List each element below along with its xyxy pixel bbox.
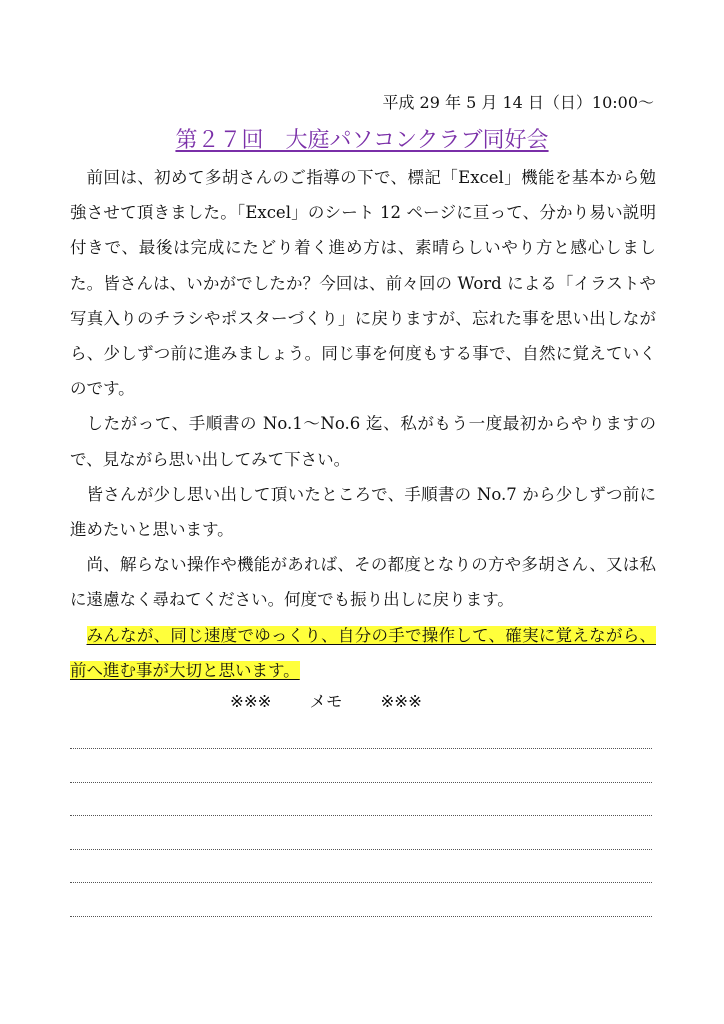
memo-right-mark: ※※※ — [380, 692, 422, 711]
memo-left-mark: ※※※ — [230, 692, 272, 711]
memo-line — [70, 849, 652, 850]
date-line: 平成 29 年 5 月 14 日（日）10:00〜 — [382, 93, 654, 112]
memo-line — [70, 782, 652, 783]
memo-line — [70, 748, 652, 749]
memo-line — [70, 882, 652, 883]
paragraph-4: 尚、解らない操作や機能があれば、その都度となりの方や多胡さん、又は私に遠慮なく尋ねてください。何度でも振り出しに戻ります。 — [70, 555, 656, 610]
memo-line — [70, 916, 652, 917]
paragraph-1: 前回は、初めて多胡さんのご指導の下で、標記「Excel」機能を基本から勉強させて頂きました。「Excel」のシート 12 ページに亘って、分かり易い説明付きで、最後は完成にたどり着く進め方は、素晴らしいやり方と感心しました。皆さんは、いかがでしたか？今回は、前々回の Word による「イラストや写真入りのチラシやポスターづくり」に戻りますが、忘れた事を思い出しながら、少しずつ前に進みましょう。同じ事を何度もする事で、自然に覚えていくのです。 — [70, 168, 656, 399]
memo-line — [70, 815, 652, 816]
memo-label: メモ — [309, 692, 343, 711]
highlight-paragraph — [70, 618, 656, 688]
page-title: 第２７回 大庭パソコンクラブ同好会 — [175, 128, 549, 153]
highlighted-text: みんなが、同じ速度でゆっくり、自分の手で操作して、確実に覚えながら、前へ進む事が大切と思います。 — [70, 625, 656, 680]
body-text — [70, 160, 656, 688]
paragraph-3: 皆さんが少し思い出して頂いたところで、手順書の No.7 から少しずつ前に進めたいと思います。 — [70, 484, 656, 540]
memo-heading — [230, 690, 422, 714]
memo-lines — [70, 748, 652, 949]
paragraph-2: したがって、手順書の No.1〜No.6 迄、私がもう一度最初からやりますので、見ながら思い出してみて下さい。 — [70, 414, 656, 469]
